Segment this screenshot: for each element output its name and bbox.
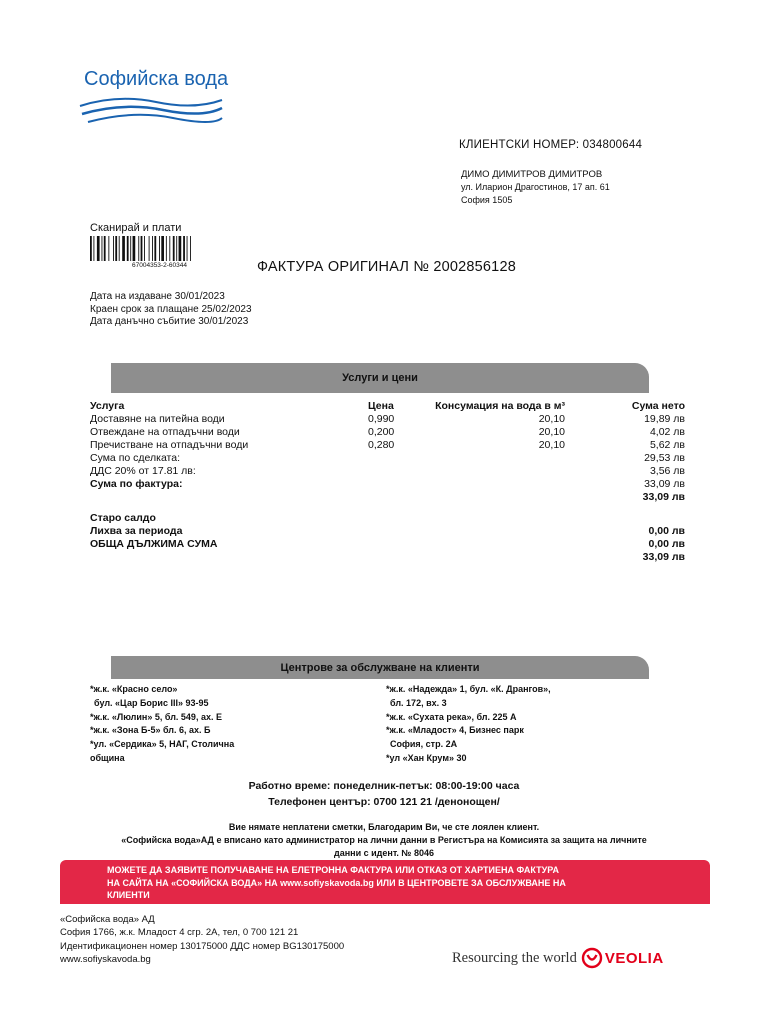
header-service: Услуга (90, 400, 125, 412)
header-net: Сума нето (631, 400, 685, 412)
centers-list-left (90, 683, 234, 766)
working-hours: Работно време: понеделник-петък: 08:00-19:00 часа (248, 780, 520, 792)
deal-sum-row: Сума по сделката: 29,53 лв (90, 452, 685, 464)
scan-label: Сканирай и плати (90, 222, 182, 234)
barcode-icon (90, 236, 228, 261)
client-street: ул. Иларион Драгостинов, 17 ап. 61 (461, 182, 610, 192)
veolia-logo (452, 947, 664, 969)
center-item: *ж.к. «Люлин» 5, бл. 549, ах. Е (90, 711, 222, 722)
footer-ids: Идентификационен номер 130175000 ДДС номер BG130175000 (60, 940, 345, 952)
services-header-bar: Услуги и цени (111, 363, 649, 393)
notice-text: Вие нямате неплатени сметки, Благодарим Ви, че сте лоялен клиент. «Софийска вода»АД е вписано като администратор на лични данни в Регистъра на Комисията за защита на личните данни с идент. № 8046 (121, 822, 647, 858)
client-number: КЛИЕНТСКИ НОМЕР: 034800644 (459, 139, 643, 151)
footer-company-info (60, 913, 344, 966)
header-consumption: Консумация на вода в м³ (435, 400, 565, 412)
center-item: бул. «Цар Борис III» 93-95 (94, 697, 209, 708)
table-row: Пречистване на отпадъчни води 0,280 20,10 5,62 лв (90, 439, 685, 451)
center-item: *ж.к. «Младост» 4, Бизнес парк (386, 725, 524, 736)
centers-list-right (386, 683, 551, 766)
total-due-row: ОБЩА ДЪЛЖИМА СУМА 0,00 лв (90, 538, 685, 550)
table-row: Доставяне на питейна води 0,990 20,10 19,89 лв (90, 413, 685, 425)
footer-website[interactable]: www.sofiyskavoda.bg (60, 953, 151, 965)
grand-total-row: 33,09 лв (642, 551, 685, 563)
logo-text: Софийска вода (84, 68, 229, 90)
center-item: София, стр. 2А (390, 739, 458, 750)
veolia-tagline: Resourcing the world (452, 949, 577, 966)
phone-center: Телефонен център: 0700 121 21 /денонощен/ (268, 796, 500, 808)
invoice-dates (90, 291, 252, 329)
barcode-number: 67004353-2-60344 (132, 262, 187, 269)
client-name: ДИМО ДИМИТРОВ ДИМИТРОВ (461, 169, 603, 180)
table-header-row (90, 400, 687, 413)
tax-event-date: Дата данъчно събитие 30/01/2023 (90, 316, 249, 327)
veolia-wordmark: VEOLIA (604, 949, 664, 967)
veolia-emblem-icon (581, 947, 603, 969)
logo-waves-icon (78, 92, 223, 126)
center-item: *ж.к. «Зона Б-5» бл. 6, ах. Б (90, 725, 211, 736)
footer-address: София 1766, ж.к. Младост 4 сгр. 2А, тел, 0 700 121 21 (60, 927, 299, 939)
interest-row: Лихва за периода 0,00 лв (90, 525, 685, 537)
header-price: Цена (368, 400, 394, 412)
center-item: *ул «Хан Крум» 30 (386, 752, 467, 763)
center-item: община (90, 752, 125, 763)
center-item: *ж.к. «Сухата река», бл. 225 А (386, 711, 517, 722)
contact-info (0, 778, 768, 810)
client-city: София 1505 (461, 195, 513, 205)
invoice-sum-total-row: 33,09 лв (642, 491, 685, 503)
due-date: Краен срок за плащане 25/02/2023 (90, 303, 252, 315)
spacer (90, 504, 687, 512)
centers-header-bar: Центрове за обслужване на клиенти (111, 656, 649, 679)
vat-row: ДДС 20% от 17.81 лв: 3,56 лв (90, 465, 685, 477)
footer-company: «Софийска вода» АД (60, 914, 155, 925)
old-balance-row: Старо салдо (90, 512, 156, 524)
invoice-title: ФАКТУРА ОРИГИНАЛ № 2002856128 (257, 259, 516, 275)
e-invoice-banner: МОЖЕТЕ ДА ЗАЯВИТЕ ПОЛУЧАВАНЕ НА ЕЛЕТРОННА ФАКТУРА ИЛИ ОТКАЗ ОТ ХАРТИЕНА ФАКТУРА НА САЙТА НА «СОФИЙСКА ВОДА» НА www.sofiyskavoda.bg ИЛИ В ЦЕНТРОВЕТЕ ЗА ОБСЛУЖВАНЕ НА КЛИЕНТИ (60, 860, 710, 904)
center-item: бл. 172, вх. 3 (390, 697, 447, 708)
invoice-sum-row: Сума по фактура: 33,09 лв (90, 478, 685, 490)
center-item: *ул. «Сердика» 5, НАГ, Столична (90, 739, 235, 750)
table-row: Отвеждане на отпадъчни води 0,200 20,10 4,02 лв (90, 426, 685, 438)
issue-date: Дата на издаване 30/01/2023 (90, 291, 225, 302)
center-item: *ж.к. «Надежда» 1, бул. «К. Дрангов», (386, 684, 551, 694)
services-table (90, 400, 687, 564)
center-item: *ж.к. «Красно село» (90, 684, 178, 694)
client-address (461, 168, 610, 207)
